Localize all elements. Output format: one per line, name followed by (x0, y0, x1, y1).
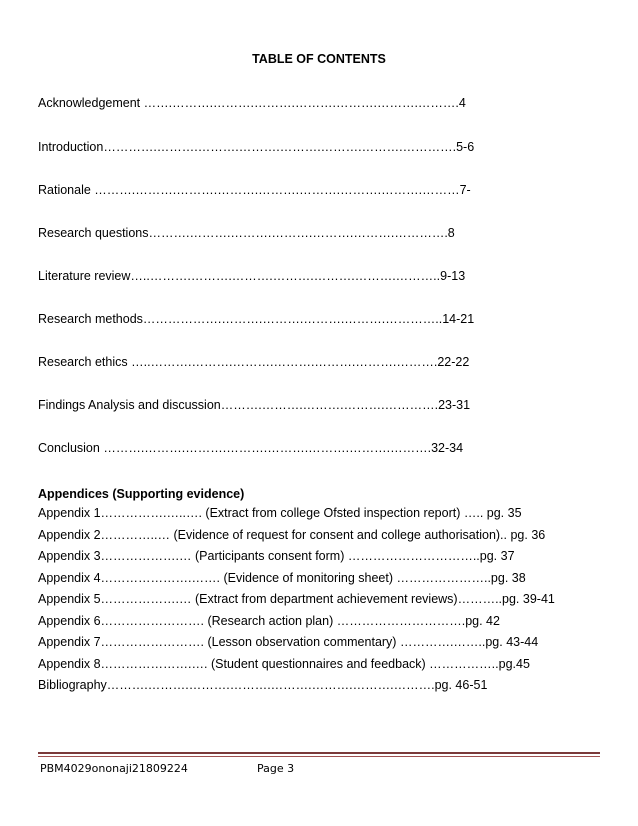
appendix-entry-8: Appendix 8………………….…. (Student questionnaires and feedback) ……………..pg.45 (38, 657, 530, 671)
footer-student-id: PBM4029ononaji21809224 (40, 762, 188, 775)
toc-entry-rationale: Rationale ……….……….……….……….……….……….……….……….………7- (38, 183, 471, 197)
toc-entry-conclusion: Conclusion ……….……….……….……….……….……….……….……….32-34 (38, 441, 464, 455)
appendix-entry-2: Appendix 2…………..… (Evidence of request for consent and college authorisation).. pg. 36 (38, 528, 546, 542)
appendices-heading: Appendices (Supporting evidence) (38, 487, 245, 501)
appendix-entry-4: Appendix 4………………….……. (Evidence of monitoring sheet) …………………..pg. 38 (38, 571, 526, 585)
toc-entry-research-methods: Research methods……………….……….……….……….……….…………..14-21 (38, 312, 475, 326)
appendix-entry-7: Appendix 7……………………. (Lesson observation commentary) ………….……..pg. 43-44 (38, 635, 539, 649)
toc-entry-research-ethics: Research ethics …..……….……….……….……….……….……….……….22-22 (38, 355, 470, 369)
footer-rule-thin (38, 756, 600, 757)
appendix-entry-1: Appendix 1…………….…..…. (Extract from college Ofsted inspection report) ….. pg. 35 (38, 506, 522, 520)
appendix-entry-3: Appendix 3……………….… (Participants consent form) …………………………..pg. 37 (38, 549, 515, 563)
appendix-entry-6: Appendix 6……………………. (Research action plan) ………………………….pg. 42 (38, 614, 500, 628)
toc-entry-literature-review: Literature review…..……….……….……….……….……….……….………..9-13 (38, 269, 466, 283)
page-title: TABLE OF CONTENTS (252, 52, 386, 66)
toc-entry-research-questions: Research questions……….……….……….……….……….……….………….8 (38, 226, 455, 240)
toc-entry-introduction: Introduction………….……….……….……….……….……….……….………….5-6 (38, 140, 475, 154)
appendix-entry-5: Appendix 5……………….… (Extract from department achievement reviews)………..pg. 39-41 (38, 592, 555, 606)
toc-entry-acknowledgement: Acknowledgement …….……….……….……….……….……….……….……….4 (38, 96, 466, 110)
bibliography-entry: Bibliography……….……….……….……….……….……….……….……….pg. 46-51 (38, 678, 488, 692)
toc-entry-findings: Findings Analysis and discussion……….……….……….……….………….23-31 (38, 398, 471, 412)
footer-page-number: Page 3 (257, 762, 295, 775)
footer-rule (38, 752, 600, 754)
